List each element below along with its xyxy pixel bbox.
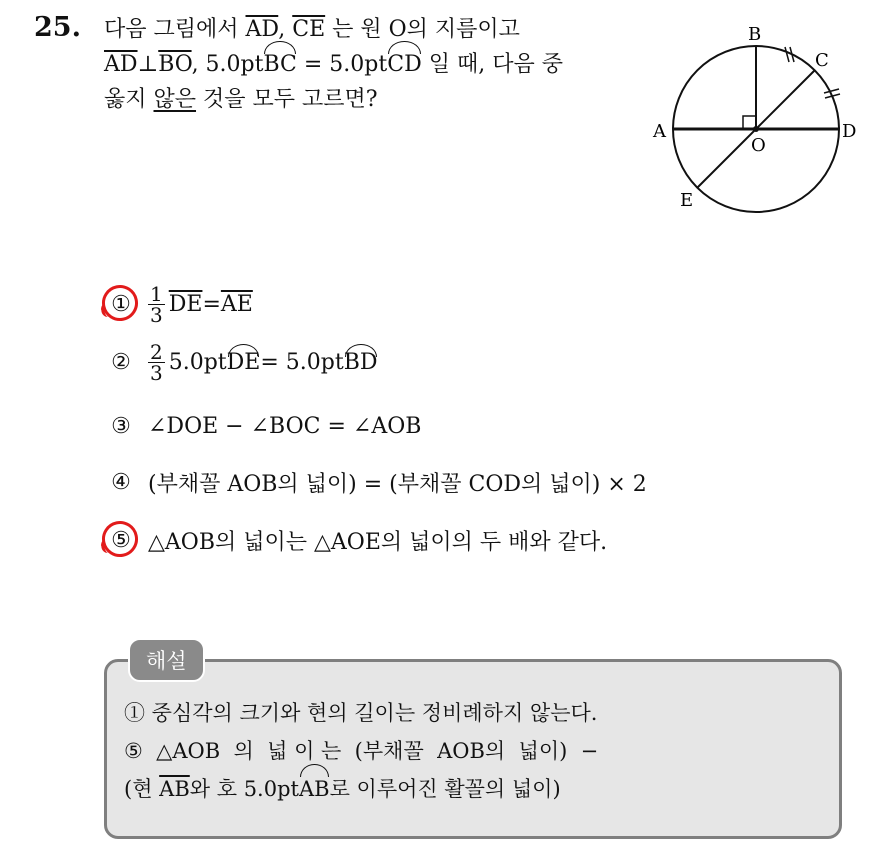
label-a: A [653, 121, 666, 142]
q3-rest: 것을 모두 고르면? [196, 87, 378, 112]
arc-ab: AB [299, 770, 330, 808]
arc-cd: CD [387, 47, 421, 82]
red-circle-mark [99, 282, 142, 325]
choice-3-number: ③ [111, 413, 131, 439]
question-line-3 [104, 82, 624, 117]
q2-rest: 일 때, 다음 중 [421, 52, 563, 77]
center-dot [753, 126, 759, 132]
choice-1-number: ① [108, 291, 134, 317]
choice-2-pre: 5.0pt [168, 349, 227, 375]
solution-line-3: (현 $\overline{AB}$와 호 5.0ptAB로 이루어진 활꼴의 넓이) [124, 770, 824, 808]
q1-comma: , [278, 17, 293, 42]
fraction-two-thirds: $\frac{2}{3}$ [150, 339, 163, 385]
segment-ad-2: $\overline{AD}$ [104, 52, 138, 77]
label-d: D [842, 121, 857, 142]
choice-5-text: △AOB의 넓이는 △AOE의 넓이의 두 배와 같다. [148, 529, 608, 555]
segment-ad: $\overline{AD}$ [245, 17, 279, 42]
q1-rest: 는 원 O의 지름이고 [325, 17, 520, 42]
solution-line-2: ⑤ △AOB 의 넓 이 는 (부채꼴 AOB의 넓이) − [124, 739, 599, 763]
choice-2-eq: = 5.0pt [260, 349, 344, 375]
label-c: C [815, 50, 829, 71]
underlined-word: 않은 [153, 87, 197, 112]
choice-1[interactable] [108, 281, 253, 327]
choice-4-number: ④ [111, 469, 131, 495]
choice-4-text: (부채꼴 AOB의 넓이) = (부채꼴 COD의 넓이) × 2 [148, 471, 647, 497]
choice-4[interactable] [108, 462, 647, 502]
label-b: B [748, 24, 762, 45]
q2-c1: , 5.0pt [191, 52, 264, 77]
segment-bo: $\overline{BO}$ [158, 52, 192, 77]
circle-figure [648, 20, 868, 220]
red-circle-mark [99, 518, 142, 561]
arc-bc: BC [263, 47, 296, 82]
q3-a: 옳지 [104, 87, 154, 112]
solution-tag: 해설 [128, 638, 205, 682]
equals: = [202, 291, 221, 317]
arc-bd: BD [343, 349, 378, 375]
solution-line-1: ① 중심각의 크기와 현의 길이는 정비례하지 않는다. [124, 701, 598, 725]
choice-2[interactable] [108, 339, 378, 385]
question-line-2 [104, 47, 624, 82]
question-number: 25. [34, 12, 81, 43]
question-text [104, 12, 624, 117]
choice-3-text: ∠DOE − ∠BOC = ∠AOB [148, 413, 422, 439]
segment-de: $\overline{DE}$ [168, 291, 203, 317]
perp-symbol: ⊥ [137, 52, 159, 77]
fraction-one-third: $\frac{1}{3}$ [150, 281, 163, 327]
q1-a: 다음 그림에서 [104, 17, 246, 42]
segment-ce: $\overline{CE}$ [292, 17, 326, 42]
choice-5[interactable] [108, 520, 607, 560]
segment-ab: $\overline{AB}$ [159, 777, 190, 801]
label-o: O [751, 135, 766, 156]
choice-3[interactable] [108, 406, 421, 446]
arc-de: DE [226, 349, 261, 375]
choice-2-number: ② [111, 349, 131, 375]
choice-5-number: ⑤ [108, 527, 134, 553]
question-line-1 [104, 12, 624, 47]
solution-text [124, 694, 824, 808]
q2-eq: = 5.0pt [296, 52, 388, 77]
segment-ae: $\overline{AE}$ [220, 291, 253, 317]
label-e: E [680, 190, 694, 211]
